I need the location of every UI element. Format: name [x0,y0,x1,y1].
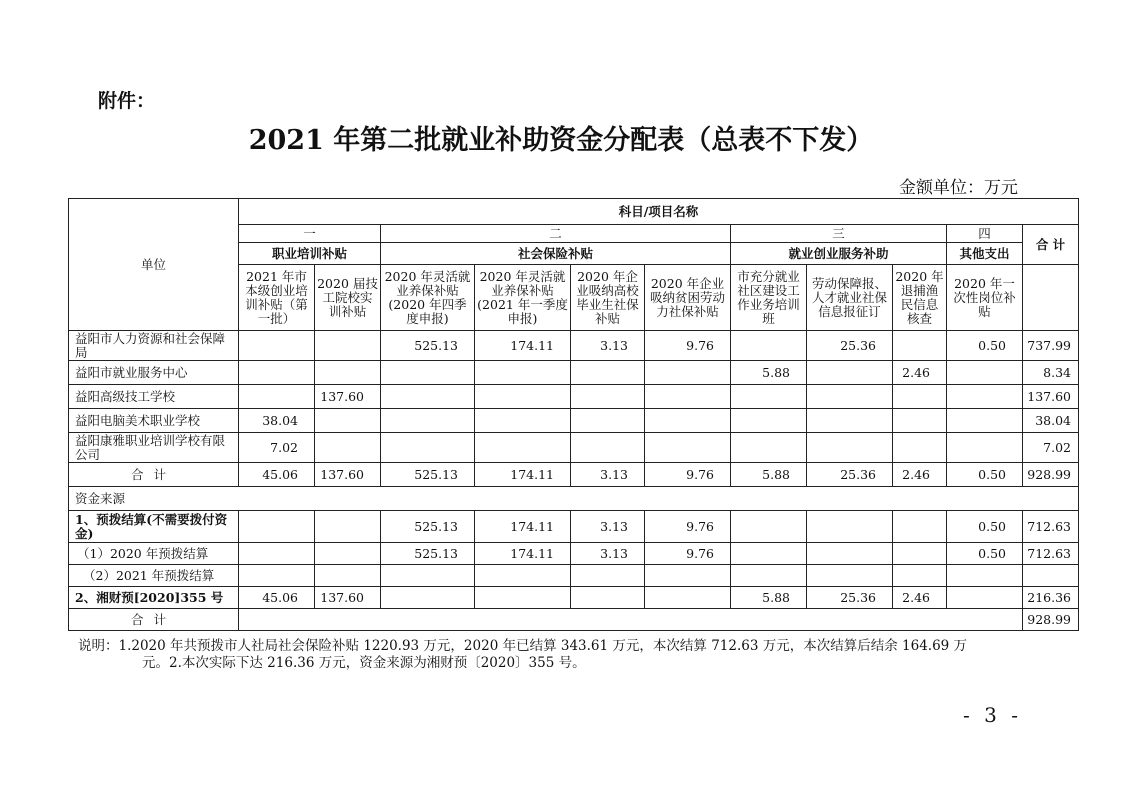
amount-cell [571,409,645,433]
amount-cell: 5.88 [731,361,807,385]
amount-cell [947,433,1023,463]
amount-cell: 174.11 [475,543,571,565]
row-total: 712.63 [1023,543,1079,565]
subcolumn-header: 劳动保障报、人才就业社保信息报征订 [807,265,893,331]
amount-cell: 0.50 [947,543,1023,565]
unit-column-header: 单位 [69,199,239,331]
subcolumn-header: 2020 年退捕渔民信息核查 [893,265,947,331]
amount-cell: 2.46 [893,361,947,385]
amount-cell [315,543,381,565]
group-number: 二 [381,225,731,243]
amount-cell [893,385,947,409]
amount-cell [571,433,645,463]
row-name: 合计 [69,463,239,487]
allocation-table [68,198,1079,631]
amount-cell [807,361,893,385]
amount-cell [315,331,381,361]
amount-cell: 137.60 [315,587,381,609]
group-number: 四 [947,225,1023,243]
row-name: 益阳市人力资源和社会保障局 [69,331,239,361]
table-row [69,361,1079,385]
subcolumn-header: 2020 年一次性岗位补贴 [947,265,1023,331]
amount-cell [893,433,947,463]
row-name: 益阳电脑美术职业学校 [69,409,239,433]
amount-cell [645,433,731,463]
row-total: 38.04 [1023,409,1079,433]
amount-cell [731,433,807,463]
amount-cell: 38.04 [239,409,315,433]
amount-cell: 5.88 [731,463,807,487]
amount-cell [807,511,893,543]
subcolumn-header: 2020 年灵活就业养保补贴(2020 年四季度申报) [381,265,475,331]
subtotal-row [69,463,1079,487]
row-name: 合计 [69,609,239,631]
amount-cell [807,565,893,587]
amount-cell [571,565,645,587]
amount-cell [571,385,645,409]
amount-cell [315,565,381,587]
amount-cell: 3.13 [571,543,645,565]
amount-cell: 137.60 [315,385,381,409]
amount-cell [645,587,731,609]
amount-cell [731,565,807,587]
unit-label: 金额单位：万元 [899,178,1018,198]
subcolumn-header: 2020 届技工院校实训补贴 [315,265,381,331]
subject-header: 科目/项目名称 [239,199,1079,225]
subcolumn-header-total-blank [1023,265,1079,331]
note-line-1: 说明：1.2020 年共预拨市人社局社会保险补贴 1220.93 万元，2020 年已结算 343.61 万元，本次结算 712.63 万元，本次结算后结余 164.69 万 [78,638,968,654]
amount-cell [571,587,645,609]
amount-cell: 9.76 [645,543,731,565]
table-row [69,331,1079,361]
source-header: 资金来源 [69,487,1079,511]
subcolumn-header: 2020 年企业吸纳高校毕业生社保补贴 [571,265,645,331]
amount-cell [571,361,645,385]
amount-cell: 174.11 [475,331,571,361]
amount-cell: 525.13 [381,463,475,487]
amount-cell [239,331,315,361]
amount-cell [239,511,315,543]
amount-cell [475,433,571,463]
group-name: 其他支出 [947,243,1023,265]
amount-cell: 25.36 [807,463,893,487]
row-total: 8.34 [1023,361,1079,385]
source-row [69,543,1079,565]
subcolumn-header: 2020 年灵活就业养保补贴(2021 年一季度申报) [475,265,571,331]
amount-cell: 2.46 [893,587,947,609]
amount-cell [947,361,1023,385]
amount-cell: 25.36 [807,587,893,609]
group-number: 三 [731,225,947,243]
row-total: 928.99 [1023,609,1079,631]
group-name: 职业培训补贴 [239,243,381,265]
row-name: 益阳高级技工学校 [69,385,239,409]
amount-cell [239,361,315,385]
amount-cell [381,587,475,609]
amount-cell: 0.50 [947,463,1023,487]
amount-cell [381,433,475,463]
table-row [69,385,1079,409]
source-row [69,511,1079,543]
page-title: 2021 年第二批就业补助资金分配表（总表不下发） [248,125,874,156]
amount-cell: 174.11 [475,511,571,543]
row-total: 737.99 [1023,331,1079,361]
amount-cell [947,385,1023,409]
amount-cell [893,543,947,565]
amount-cell [475,587,571,609]
amount-cell [807,409,893,433]
amount-cell [239,385,315,409]
amount-cell [381,361,475,385]
amount-cell [381,565,475,587]
amount-cell: 25.36 [807,331,893,361]
source-rows [69,487,1079,631]
amount-cell: 137.60 [315,463,381,487]
amount-cell: 45.06 [239,463,315,487]
grand-total-blank [239,609,1023,631]
subcolumn-header: 市充分就业社区建设工作业务培训班 [731,265,807,331]
amount-cell: 9.76 [645,463,731,487]
amount-cell: 3.13 [571,511,645,543]
amount-cell [731,385,807,409]
amount-cell: 0.50 [947,331,1023,361]
amount-cell [947,409,1023,433]
row-name: （1）2020 年预拨结算 [69,543,239,565]
amount-cell [807,543,893,565]
amount-cell [645,565,731,587]
page-number: - 3 - [963,703,1022,727]
amount-cell: 7.02 [239,433,315,463]
amount-cell [893,409,947,433]
amount-cell: 45.06 [239,587,315,609]
amount-cell: 525.13 [381,331,475,361]
row-name: （2）2021 年预拨结算 [69,565,239,587]
amount-cell [475,409,571,433]
row-name: 2、湘财预[2020]355 号 [69,587,239,609]
table-row [69,433,1079,463]
amount-cell: 0.50 [947,511,1023,543]
amount-cell: 5.88 [731,587,807,609]
amount-cell [947,565,1023,587]
amount-cell [381,409,475,433]
subcolumn-header: 2020 年企业吸纳贫困劳动力社保补贴 [645,265,731,331]
amount-cell [807,433,893,463]
amount-cell [645,361,731,385]
amount-cell [315,511,381,543]
note [78,638,1038,672]
amount-cell [645,409,731,433]
group-name: 社会保险补贴 [381,243,731,265]
row-name: 1、预拨结算(不需要拨付资金) [69,511,239,543]
source-header-row [69,487,1079,511]
amount-cell [731,409,807,433]
group-name: 就业创业服务补助 [731,243,947,265]
amount-cell [731,331,807,361]
row-total: 712.63 [1023,511,1079,543]
amount-cell [645,385,731,409]
subcolumn-header: 2021 年市本级创业培训补贴（第一批） [239,265,315,331]
amount-cell [731,543,807,565]
row-name: 益阳康雅职业培训学校有限公司 [69,433,239,463]
amount-cell: 2.46 [893,463,947,487]
unit-rows [69,331,1079,487]
amount-cell [893,331,947,361]
row-total [1023,565,1079,587]
row-total: 216.36 [1023,587,1079,609]
note-line-2: 元。2.本次实际下达 216.36 万元，资金来源为湘财预〔2020〕355 号。 [142,655,586,671]
amount-cell [893,511,947,543]
amount-cell [475,565,571,587]
amount-cell: 174.11 [475,463,571,487]
amount-cell [315,409,381,433]
amount-cell [315,361,381,385]
group-number: 一 [239,225,381,243]
amount-cell: 9.76 [645,511,731,543]
amount-cell [239,565,315,587]
source-row [69,587,1079,609]
row-total: 928.99 [1023,463,1079,487]
row-name: 益阳市就业服务中心 [69,361,239,385]
amount-cell: 525.13 [381,511,475,543]
amount-cell [239,543,315,565]
amount-cell [475,361,571,385]
row-total: 7.02 [1023,433,1079,463]
amount-cell [947,587,1023,609]
amount-cell: 525.13 [381,543,475,565]
amount-cell: 3.13 [571,331,645,361]
amount-cell [315,433,381,463]
total-column-header: 合 计 [1023,225,1079,265]
amount-cell [475,385,571,409]
table-row [69,409,1079,433]
source-row [69,565,1079,587]
amount-cell [381,385,475,409]
amount-cell: 9.76 [645,331,731,361]
amount-cell: 3.13 [571,463,645,487]
table-header [69,199,1079,331]
amount-cell [731,511,807,543]
grand-total-row [69,609,1079,631]
amount-cell [893,565,947,587]
attachment-label: 附件： [98,90,156,112]
amount-cell [807,385,893,409]
row-total: 137.60 [1023,385,1079,409]
